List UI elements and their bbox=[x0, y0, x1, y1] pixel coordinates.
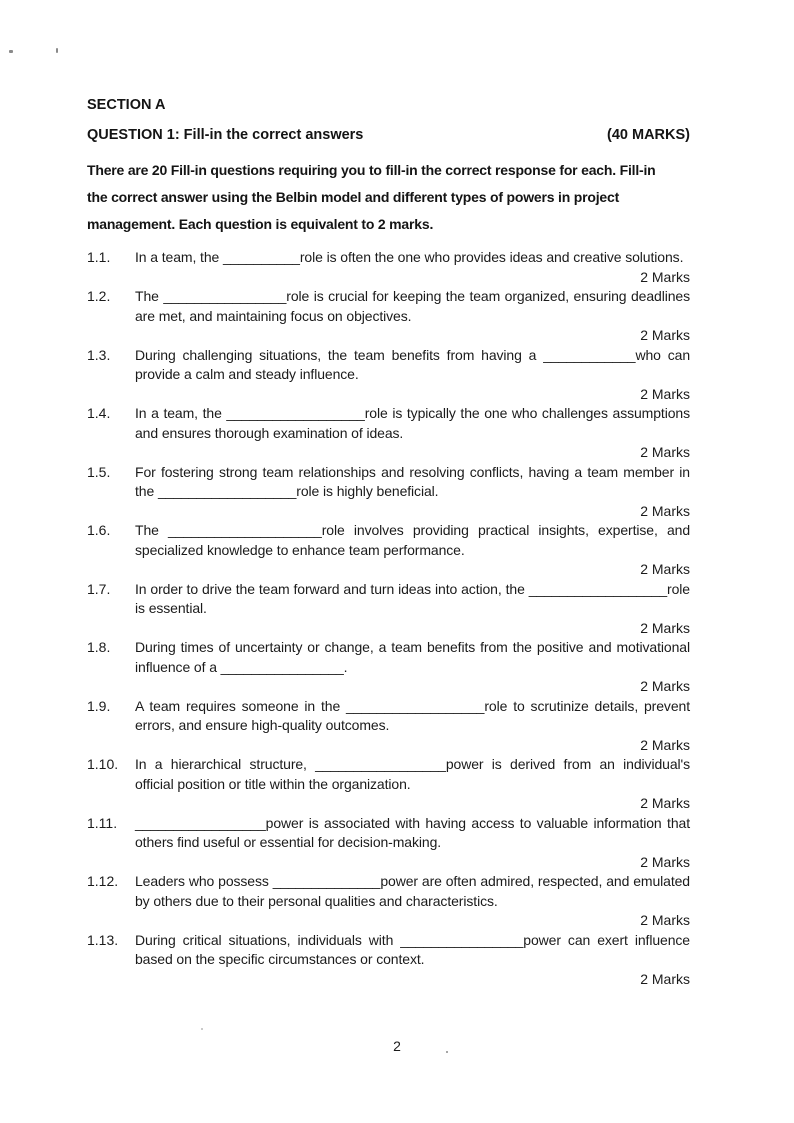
scan-artifact bbox=[9, 50, 13, 53]
question-text: During critical situations, individuals with ________________power can exert influence based on the specific circumstances or context. bbox=[135, 931, 690, 967]
question-item bbox=[87, 248, 690, 287]
question-text: The ________________role is crucial for keeping the team organized, ensuring deadlines are met, and maintaining focus on objectives. bbox=[135, 288, 690, 324]
question-number: 1.5. bbox=[87, 463, 111, 480]
question-number: 1.11. bbox=[87, 814, 118, 831]
question-number: 1.2. bbox=[87, 288, 111, 304]
question-number: 1.1. bbox=[87, 249, 111, 265]
questions-list bbox=[87, 248, 690, 989]
question-item bbox=[87, 404, 690, 463]
question-number: 1.13. bbox=[87, 931, 119, 948]
question-item bbox=[87, 287, 690, 346]
intro-line: management. Each question is equivalent to 2 marks. bbox=[87, 216, 434, 232]
question-number: 1.9. bbox=[87, 697, 111, 714]
question-marks: 2 Marks bbox=[640, 736, 690, 753]
question-item bbox=[87, 580, 690, 639]
scan-artifact bbox=[56, 48, 58, 53]
question-item bbox=[87, 521, 690, 580]
question-text: In a hierarchical structure, _________________power is derived from an individual's official position or title within the organization. bbox=[135, 756, 690, 792]
question-marks: 2 Marks bbox=[640, 444, 690, 460]
question-item bbox=[87, 346, 690, 405]
question-text: In order to drive the team forward and turn ideas into action, the __________________role is essential. bbox=[135, 580, 690, 616]
question-marks: 2 Marks bbox=[640, 327, 690, 343]
question-text: During times of uncertainty or change, a team benefits from the positive and motivational influence of a ________________. bbox=[135, 639, 690, 675]
question-marks: 2 Marks bbox=[640, 795, 690, 811]
question-marks: 2 Marks bbox=[640, 502, 690, 519]
question-number: 1.10. bbox=[87, 756, 119, 772]
question-marks: 2 Marks bbox=[640, 268, 690, 285]
question-item bbox=[87, 463, 690, 522]
question-item bbox=[87, 638, 690, 697]
question-text: In a team, the __________________role is typically the one who challenges assumptions and ensures thorough examination of ideas. bbox=[135, 405, 690, 441]
question-heading: QUESTION 1: Fill-in the correct answers bbox=[87, 127, 364, 143]
scan-artifact bbox=[201, 1028, 203, 1030]
question-text: The ____________________role involves providing practical insights, expertise, and specialized knowledge to enhance team performance. bbox=[135, 522, 690, 558]
page-number: 2 bbox=[393, 1038, 401, 1054]
question-number: 1.8. bbox=[87, 639, 111, 655]
question-text: For fostering strong team relationships and resolving conflicts, having a team member in the __________________role is highly beneficial. bbox=[135, 463, 690, 499]
question-number: 1.4. bbox=[87, 405, 111, 421]
page-content bbox=[87, 97, 690, 989]
section-title: SECTION A bbox=[87, 97, 166, 113]
question-item bbox=[87, 931, 690, 990]
question-text: In a team, the __________role is often the one who provides ideas and creative solutions. bbox=[135, 249, 684, 265]
intro-line: There are 20 Fill-in questions requiring you to fill-in the correct response for each. Fill-in bbox=[87, 162, 656, 178]
intro-paragraph bbox=[87, 157, 690, 238]
question-marks: 2 Marks bbox=[640, 853, 690, 870]
question-marks: 2 Marks bbox=[640, 912, 690, 928]
question-item bbox=[87, 872, 690, 931]
question-number: 1.6. bbox=[87, 522, 111, 538]
question-text: _________________power is associated with having access to valuable information that others find useful or essential for decision-making. bbox=[135, 814, 690, 850]
question-number: 1.7. bbox=[87, 580, 111, 597]
total-marks: (40 MARKS) bbox=[607, 127, 690, 143]
intro-line: the correct answer using the Belbin model and different types of powers in project bbox=[87, 189, 620, 205]
question-marks: 2 Marks bbox=[640, 619, 690, 636]
question-marks: 2 Marks bbox=[640, 678, 690, 694]
question-item bbox=[87, 697, 690, 756]
question-text: During challenging situations, the team benefits from having a ____________who can provide a calm and steady influence. bbox=[135, 346, 690, 382]
question-text: Leaders who possess ______________power are often admired, respected, and emulated by others due to their personal qualities and characteristics. bbox=[135, 873, 690, 909]
question-number: 1.3. bbox=[87, 346, 111, 363]
question-text: A team requires someone in the __________________role to scrutinize details, prevent errors, and ensure high-quality outcomes. bbox=[135, 697, 690, 733]
question-item bbox=[87, 814, 690, 873]
question-item bbox=[87, 755, 690, 814]
question-heading-row bbox=[87, 127, 690, 144]
question-marks: 2 Marks bbox=[640, 561, 690, 577]
question-number: 1.12. bbox=[87, 873, 119, 889]
question-marks: 2 Marks bbox=[640, 970, 690, 987]
question-marks: 2 Marks bbox=[640, 385, 690, 402]
